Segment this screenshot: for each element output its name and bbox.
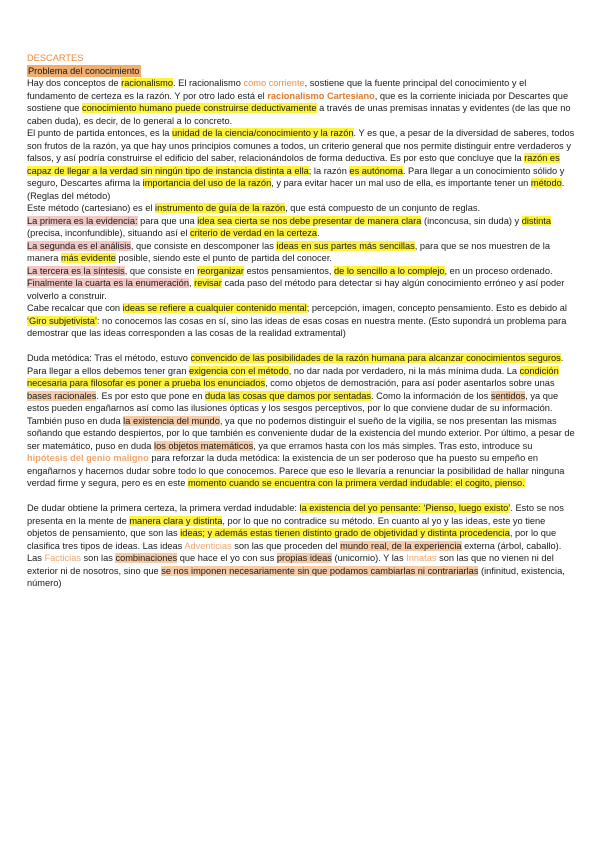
text-run: son las	[80, 553, 116, 563]
paragraph	[27, 302, 575, 340]
text-run: , que consiste en descomponer las	[130, 240, 277, 251]
text-run: a través de unas premisas innatas y evidentes (de las que no caben duda), es decir, de lo general a lo concreto.	[27, 103, 571, 126]
highlighted-text: manera clara y distinta	[129, 515, 223, 526]
paragraph	[27, 127, 575, 190]
paragraph	[27, 502, 575, 590]
text-run: , ya que erramos hasta con los más simples. Tras esto, introduce su	[253, 440, 533, 451]
highlighted-text: momento cuando se encuentra con la primera verdad indudable: el cogito, pienso.	[187, 478, 525, 488]
paragraph	[27, 215, 575, 240]
text-run: : no conocemos las cosas en sí, sino las ideas de esas cosas en nuestra mente. (Esto supondrá un problema para demostrar que las ideas corresponden a las cosas de la realidad extramental)	[27, 315, 567, 338]
text-run: , ya que estos pueden engañarnos así como las ilusiones ópticas y los sesgos perceptivos, por lo que conviene dudar de su información. También puso en duda	[27, 390, 559, 426]
text-run: , y para evitar hacer un mal uso de ella, es importante tener un	[271, 178, 531, 188]
text-run: , ya que no podemos distinguir el sueño de la vigilia, se nos presentan las mismas soñando que estando despiertos, por lo que también es conveniente dudar de la existencia del mundo exterior. Por último, a pesar de ser matemático, puso en duda	[27, 415, 575, 451]
text-run: externa (árbol, caballo). Las	[27, 540, 562, 563]
highlighted-text: sentidos	[490, 390, 526, 401]
text-run: para que una	[137, 215, 198, 226]
text-run: (precisa, inconfundible), situando así el	[27, 228, 190, 238]
text-run: posible, siendo este el punto de partida del conocer.	[115, 253, 332, 263]
text-run: ; la razón	[308, 165, 350, 176]
highlighted-text: se nos imponen necesariamente sin que podamos cambiarlas ni contrariarlas	[161, 565, 479, 576]
text-run: cada paso del método para detectar si hay algún conocimiento erróneo y así poder volverlo a construir.	[27, 278, 565, 301]
text-run: Duda metódica: Tras el método, estuvo	[27, 353, 191, 363]
paragraph	[27, 190, 575, 203]
highlighted-text: convencido de las posibilidades de la razón humana para alcanzar conocimientos seguros	[190, 353, 561, 363]
highlighted-text: La segunda es el análisis	[27, 240, 131, 251]
text-run: (infinitud, existencia, número)	[27, 565, 565, 588]
highlighted-text: más evidente	[60, 253, 116, 263]
text-run: , que está compuesto de un conjunto de reglas.	[285, 203, 481, 213]
text-run: , no dar nada por verdadero, ni la más mínima duda. La	[288, 365, 520, 376]
highlighted-text: Adventicias	[184, 540, 232, 551]
highlighted-text: idea sea cierta se nos debe presentar de manera clara	[197, 215, 422, 226]
highlighted-text: reorganizar	[197, 265, 244, 276]
highlighted-text: racionalismo	[121, 78, 174, 88]
highlighted-text: combinaciones	[115, 553, 178, 563]
highlighted-text: ideas se refiere a cualquier contenido mental	[122, 303, 307, 313]
paragraph-spacer	[27, 340, 575, 353]
paragraph	[27, 265, 575, 278]
text-run: . Como la información de los	[371, 390, 491, 401]
highlighted-text: la existencia del yo pensante: ‘Pienso, luego existo’	[299, 503, 511, 513]
text-run: . Y es que, a pesar de la diversidad de saberes, todos son frutos de la razón, ya que hay unos principios comunes a todos, un criterio general que nos permite distinguir entre verdaderos y falsos, y así podría construirse el edificio del saber, relacionándolos de forma deductiva. Es por esto que concluye que la	[27, 128, 575, 163]
text-run: Hay dos conceptos de	[27, 78, 122, 88]
text-run: , como objetos de demostración, para así poder asentarlos sobre unas	[265, 378, 555, 388]
text-run: . Es por esto que pone en	[96, 390, 205, 401]
text-run: , para que se nos muestren de la manera	[27, 240, 550, 263]
text-run: , que es la corriente iniciada por Descartes que sostiene que	[27, 90, 569, 113]
highlighted-text: método	[530, 178, 562, 188]
highlighted-text: revisar	[194, 278, 222, 288]
text-run: para reforzar la duda metódica: la existencia de un ser poderoso que ha puesto su empeño en engañarnos y hacernos dudar sobre todo lo que conocemos. Parece que eso le llevaría a renunciar la posibilidad de hallar ninguna verdad firme y segura, pero es en este	[27, 453, 565, 488]
paragraph	[27, 352, 575, 490]
highlighted-text: La tercera es la síntesis	[27, 265, 125, 276]
text-run: Cabe recalcar que con	[27, 303, 123, 313]
text-run: que hace el yo con sus	[177, 553, 277, 563]
paragraph-spacer	[27, 490, 575, 503]
highlighted-text: ideas; y además estas tienen distinto grado de objetividad y distinta procedencia	[180, 528, 510, 538]
highlighted-text: instrumento de guía de la razón	[155, 203, 286, 213]
document-title: DESCARTES	[27, 53, 84, 63]
paragraph	[27, 202, 575, 215]
highlighted-text: mundo real, de la experiencia	[340, 540, 462, 551]
text-run: . Para llegar a un conocimiento sólido y seguro, Descartes afirma la	[27, 165, 565, 188]
text-run: estos pensamientos,	[244, 265, 334, 276]
highlighted-text: hipótesis del genio maligno	[27, 453, 149, 463]
text-run: Este método (cartesiano) es el	[27, 203, 156, 213]
paragraph	[27, 77, 575, 127]
highlighted-text: como corriente	[243, 78, 305, 88]
highlighted-text: duda las cosas que damos por sentadas	[204, 390, 372, 401]
highlighted-text: Innatas	[406, 553, 437, 563]
highlighted-text: La primera es la evidencia:	[27, 215, 138, 226]
text-run: son las que proceden del	[231, 540, 341, 551]
paragraph	[27, 240, 575, 265]
text-run: ; percepción, imagen, concepto pensamiento. Esto es debido al	[306, 303, 567, 313]
text-run: .	[317, 228, 320, 238]
text-run: , en un proceso ordenado.	[444, 265, 553, 276]
highlighted-text: condición necesaria para filosofar es poner a prueba los enunciados	[27, 365, 559, 388]
highlighted-text: racionalismo Cartesiano	[267, 90, 375, 101]
text-run: . Para llegar a ellos debemos tener gran	[27, 353, 564, 376]
text-run: son las que no vienen ni del exterior ni de nosotros, sino que	[27, 553, 554, 576]
highlighted-text: Facticias	[44, 553, 81, 563]
highlighted-text: propias ideas	[276, 553, 332, 563]
highlighted-text: Finalmente la cuarta es la enumeración	[27, 278, 189, 288]
text-run: , por lo que no contradice su método. En cuanto al yo y las ideas, este yo tiene objetos de pensamiento, que son las	[27, 515, 546, 538]
highlighted-text: es autónoma	[349, 165, 403, 176]
highlighted-text: razón es capaz de llegar a la verdad sin ningún tipo de instancia distinta a ella	[27, 153, 560, 176]
document-body	[27, 77, 575, 590]
text-run: (inconcusa, sin duda) y	[421, 215, 522, 226]
highlighted-text: unidad de la ciencia/conocimiento y la razón	[172, 128, 354, 138]
text-run: .	[561, 178, 565, 188]
document-page	[27, 52, 575, 590]
highlighted-text: exigencia con el método	[188, 365, 289, 376]
text-run: De dudar obtiene la primera certeza, la primera verdad indudable:	[27, 503, 300, 513]
highlighted-text: los objetos matemáticos	[154, 440, 254, 451]
text-run: . El racionalismo	[173, 78, 244, 88]
highlighted-text: conocimiento humano puede construirse deductivamente	[82, 103, 317, 113]
highlighted-text: distinta	[521, 215, 551, 226]
highlighted-text: ideas en sus partes más sencillas	[276, 240, 415, 251]
text-run: (Reglas del método)	[27, 190, 111, 201]
text-run: , que consiste en	[124, 265, 198, 276]
highlighted-text: de lo sencillo a lo complejo	[333, 265, 445, 276]
text-run: ,	[188, 278, 195, 288]
highlighted-text: bases racionales	[27, 390, 97, 401]
text-run: (unicornio). Y las	[331, 553, 407, 563]
highlighted-text: ‘Giro subjetivista’	[27, 315, 97, 326]
text-run: , sostiene que la fuente principal del conocimiento y el fundamento de certeza es la razón. Y por otro lado está el	[27, 78, 527, 101]
section-heading: Problema del conocimiento	[28, 65, 140, 76]
text-run: El punto de partida entonces, es la	[27, 128, 173, 138]
highlighted-text: importancia del uso de la razón	[142, 178, 272, 188]
highlighted-text: criterio de verdad en la certeza	[190, 228, 317, 238]
text-run: . Esto se nos presenta en la mente de	[27, 503, 564, 526]
highlighted-text: la existencia del mundo	[123, 415, 220, 426]
paragraph	[27, 277, 575, 302]
text-run: , por lo que clasifica tres tipos de ideas. Las ideas	[27, 528, 557, 551]
